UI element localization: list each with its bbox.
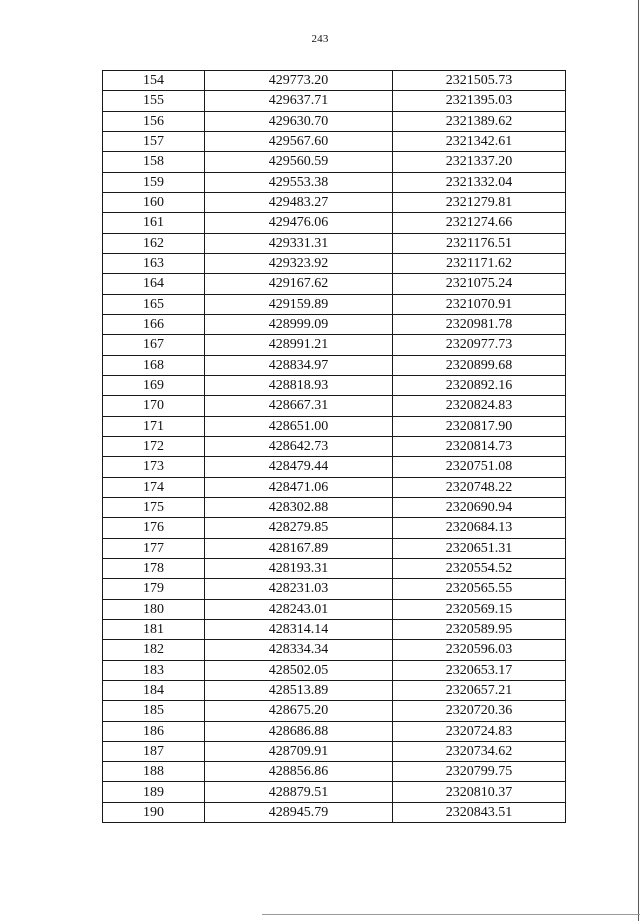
y-coordinate-cell: 2320565.55 bbox=[392, 579, 565, 598]
y-coordinate-cell: 2321075.24 bbox=[392, 274, 565, 293]
point-number-cell: 166 bbox=[143, 317, 164, 333]
point-number-cell: 185 bbox=[143, 703, 164, 719]
table-row bbox=[103, 233, 565, 253]
scan-edge-bottom bbox=[262, 914, 640, 915]
table-row bbox=[103, 456, 565, 476]
point-number-cell: 161 bbox=[143, 215, 164, 231]
point-number-cell: 180 bbox=[143, 601, 164, 617]
scan-edge-right bbox=[638, 0, 639, 921]
x-coordinate-cell: 429323.92 bbox=[204, 254, 392, 273]
x-coordinate-cell: 429331.31 bbox=[204, 234, 392, 253]
point-number-cell: 190 bbox=[143, 804, 164, 820]
table-row bbox=[103, 497, 565, 517]
x-coordinate-cell: 429167.62 bbox=[204, 274, 392, 293]
y-coordinate-cell: 2320684.13 bbox=[392, 518, 565, 537]
x-coordinate-cell: 429159.89 bbox=[204, 295, 392, 314]
y-coordinate-cell: 2320810.37 bbox=[392, 782, 565, 801]
y-coordinate-cell: 2321176.51 bbox=[392, 234, 565, 253]
x-coordinate-cell: 429567.60 bbox=[204, 132, 392, 151]
point-number-cell: 164 bbox=[143, 276, 164, 292]
point-number-cell: 187 bbox=[143, 743, 164, 759]
x-coordinate-cell: 428302.88 bbox=[204, 498, 392, 517]
coordinate-table bbox=[102, 70, 566, 823]
y-coordinate-cell: 2320748.22 bbox=[392, 478, 565, 497]
y-coordinate-cell: 2320899.68 bbox=[392, 356, 565, 375]
point-number-cell: 159 bbox=[143, 174, 164, 190]
point-number-cell: 165 bbox=[143, 296, 164, 312]
x-coordinate-cell: 428991.21 bbox=[204, 335, 392, 354]
x-coordinate-cell: 428334.34 bbox=[204, 640, 392, 659]
table-row bbox=[103, 172, 565, 192]
x-coordinate-cell: 428502.05 bbox=[204, 661, 392, 680]
table-row bbox=[103, 416, 565, 436]
x-coordinate-cell: 428667.31 bbox=[204, 396, 392, 415]
x-coordinate-cell: 428879.51 bbox=[204, 782, 392, 801]
y-coordinate-cell: 2320596.03 bbox=[392, 640, 565, 659]
x-coordinate-cell: 428709.91 bbox=[204, 742, 392, 761]
table-row bbox=[103, 680, 565, 700]
point-number-cell: 181 bbox=[143, 622, 164, 638]
table-row bbox=[103, 355, 565, 375]
x-coordinate-cell: 428231.03 bbox=[204, 579, 392, 598]
table-row bbox=[103, 131, 565, 151]
x-coordinate-cell: 428167.89 bbox=[204, 539, 392, 558]
point-number-cell: 176 bbox=[143, 520, 164, 536]
point-number-cell: 189 bbox=[143, 784, 164, 800]
table-row bbox=[103, 781, 565, 801]
point-number-cell: 169 bbox=[143, 378, 164, 394]
point-number-cell: 160 bbox=[143, 195, 164, 211]
table-row bbox=[103, 111, 565, 131]
point-number-cell: 170 bbox=[143, 398, 164, 414]
table-row bbox=[103, 395, 565, 415]
page-number: 243 bbox=[311, 33, 329, 45]
table-row bbox=[103, 721, 565, 741]
x-coordinate-cell: 428856.86 bbox=[204, 762, 392, 781]
table-row bbox=[103, 538, 565, 558]
point-number-cell: 163 bbox=[143, 256, 164, 272]
table-row bbox=[103, 761, 565, 781]
point-number-cell: 167 bbox=[143, 337, 164, 353]
point-number-cell: 188 bbox=[143, 764, 164, 780]
y-coordinate-cell: 2320569.15 bbox=[392, 600, 565, 619]
x-coordinate-cell: 429560.59 bbox=[204, 152, 392, 171]
y-coordinate-cell: 2320981.78 bbox=[392, 315, 565, 334]
table-row bbox=[103, 660, 565, 680]
point-number-cell: 162 bbox=[143, 235, 164, 251]
point-number-cell: 171 bbox=[143, 418, 164, 434]
table-row bbox=[103, 517, 565, 537]
point-number-cell: 186 bbox=[143, 723, 164, 739]
x-coordinate-cell: 428279.85 bbox=[204, 518, 392, 537]
table-row bbox=[103, 741, 565, 761]
y-coordinate-cell: 2321279.81 bbox=[392, 193, 565, 212]
point-number-cell: 154 bbox=[143, 73, 164, 89]
point-number-cell: 172 bbox=[143, 439, 164, 455]
y-coordinate-cell: 2321505.73 bbox=[392, 71, 565, 90]
y-coordinate-cell: 2321395.03 bbox=[392, 91, 565, 110]
y-coordinate-cell: 2320724.83 bbox=[392, 722, 565, 741]
table-row bbox=[103, 700, 565, 720]
point-number-cell: 157 bbox=[143, 134, 164, 150]
y-coordinate-cell: 2320554.52 bbox=[392, 559, 565, 578]
table-row bbox=[103, 619, 565, 639]
point-number-cell: 156 bbox=[143, 113, 164, 129]
y-coordinate-cell: 2320843.51 bbox=[392, 803, 565, 822]
y-coordinate-cell: 2321070.91 bbox=[392, 295, 565, 314]
point-number-cell: 158 bbox=[143, 154, 164, 170]
table-row bbox=[103, 151, 565, 171]
x-coordinate-cell: 428243.01 bbox=[204, 600, 392, 619]
table-row bbox=[103, 253, 565, 273]
y-coordinate-cell: 2320751.08 bbox=[392, 457, 565, 476]
table-row bbox=[103, 558, 565, 578]
point-number-cell: 175 bbox=[143, 500, 164, 516]
x-coordinate-cell: 429637.71 bbox=[204, 91, 392, 110]
x-coordinate-cell: 429476.06 bbox=[204, 213, 392, 232]
point-number-cell: 177 bbox=[143, 540, 164, 556]
x-coordinate-cell: 428642.73 bbox=[204, 437, 392, 456]
table-row bbox=[103, 639, 565, 659]
y-coordinate-cell: 2320720.36 bbox=[392, 701, 565, 720]
x-coordinate-cell: 428479.44 bbox=[204, 457, 392, 476]
y-coordinate-cell: 2320814.73 bbox=[392, 437, 565, 456]
table-row bbox=[103, 90, 565, 110]
table-row bbox=[103, 273, 565, 293]
y-coordinate-cell: 2321332.04 bbox=[392, 173, 565, 192]
table-row bbox=[103, 375, 565, 395]
y-coordinate-cell: 2320653.17 bbox=[392, 661, 565, 680]
x-coordinate-cell: 428651.00 bbox=[204, 417, 392, 436]
x-coordinate-cell: 428818.93 bbox=[204, 376, 392, 395]
table-row bbox=[103, 802, 565, 822]
x-coordinate-cell: 428193.31 bbox=[204, 559, 392, 578]
y-coordinate-cell: 2320799.75 bbox=[392, 762, 565, 781]
table-row bbox=[103, 192, 565, 212]
y-coordinate-cell: 2321274.66 bbox=[392, 213, 565, 232]
x-coordinate-cell: 428513.89 bbox=[204, 681, 392, 700]
x-coordinate-cell: 428834.97 bbox=[204, 356, 392, 375]
point-number-cell: 168 bbox=[143, 357, 164, 373]
x-coordinate-cell: 429630.70 bbox=[204, 112, 392, 131]
y-coordinate-cell: 2321389.62 bbox=[392, 112, 565, 131]
y-coordinate-cell: 2321337.20 bbox=[392, 152, 565, 171]
x-coordinate-cell: 429483.27 bbox=[204, 193, 392, 212]
point-number-cell: 182 bbox=[143, 642, 164, 658]
x-coordinate-cell: 429553.38 bbox=[204, 173, 392, 192]
table-row bbox=[103, 314, 565, 334]
y-coordinate-cell: 2320977.73 bbox=[392, 335, 565, 354]
x-coordinate-cell: 429773.20 bbox=[204, 71, 392, 90]
table-row bbox=[103, 436, 565, 456]
table-row bbox=[103, 599, 565, 619]
point-number-cell: 184 bbox=[143, 683, 164, 698]
y-coordinate-cell: 2320651.31 bbox=[392, 539, 565, 558]
y-coordinate-cell: 2320589.95 bbox=[392, 620, 565, 639]
y-coordinate-cell: 2320824.83 bbox=[392, 396, 565, 415]
table-row bbox=[103, 212, 565, 232]
x-coordinate-cell: 428675.20 bbox=[204, 701, 392, 720]
y-coordinate-cell: 2320817.90 bbox=[392, 417, 565, 436]
point-number-cell: 179 bbox=[143, 581, 164, 597]
table-row bbox=[103, 294, 565, 314]
point-number-cell: 174 bbox=[143, 479, 164, 495]
y-coordinate-cell: 2320690.94 bbox=[392, 498, 565, 517]
table-row bbox=[103, 578, 565, 598]
table-row bbox=[103, 334, 565, 354]
point-number-cell: 178 bbox=[143, 561, 164, 577]
y-coordinate-cell: 2321342.61 bbox=[392, 132, 565, 151]
x-coordinate-cell: 428314.14 bbox=[204, 620, 392, 639]
table-row bbox=[103, 477, 565, 497]
x-coordinate-cell: 428471.06 bbox=[204, 478, 392, 497]
point-number-cell: 173 bbox=[143, 459, 164, 475]
point-number-cell: 183 bbox=[143, 662, 164, 678]
point-number-cell: 155 bbox=[143, 93, 164, 109]
y-coordinate-cell: 2320734.62 bbox=[392, 742, 565, 761]
y-coordinate-cell: 2320892.16 bbox=[392, 376, 565, 395]
x-coordinate-cell: 428686.88 bbox=[204, 722, 392, 741]
x-coordinate-cell: 428945.79 bbox=[204, 803, 392, 822]
y-coordinate-cell: 2321171.62 bbox=[392, 254, 565, 273]
x-coordinate-cell: 428999.09 bbox=[204, 315, 392, 334]
y-coordinate-cell: 2320657.21 bbox=[392, 681, 565, 700]
table-row bbox=[103, 71, 565, 90]
